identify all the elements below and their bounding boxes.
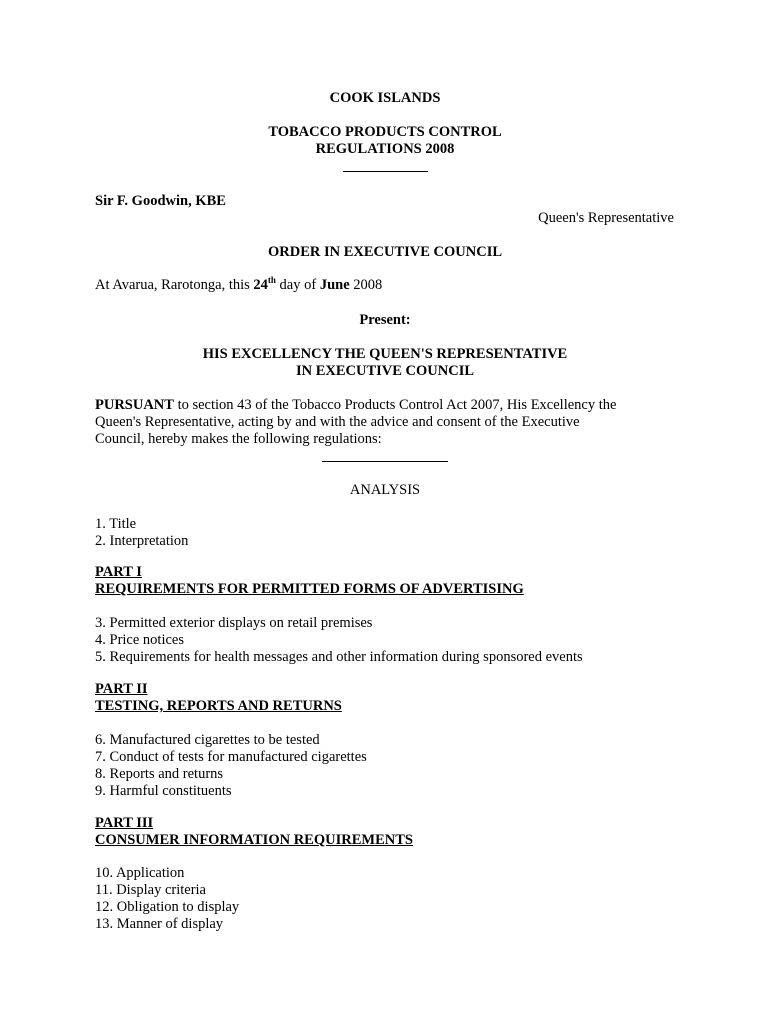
part-1-items	[95, 615, 583, 666]
place-date-mid: day of	[275, 277, 320, 293]
list-item: 10. Application	[95, 865, 185, 881]
pursuant-paragraph	[95, 397, 695, 448]
regulation-title-line1: TOBACCO PRODUCTS CONTROL	[268, 124, 502, 140]
intro-items	[95, 516, 188, 550]
date-month: June	[319, 277, 350, 293]
list-item: 8. Reports and returns	[95, 766, 224, 782]
list-item: 7. Conduct of tests for manufactured cigarettes	[95, 749, 367, 765]
list-item: 12. Obligation to display	[95, 899, 240, 915]
list-item: 6. Manufactured cigarettes to be tested	[95, 732, 320, 748]
list-item: 4. Price notices	[95, 632, 184, 648]
part-2-label: PART II	[95, 681, 148, 697]
analysis-heading: ANALYSIS	[349, 482, 421, 498]
part-2-items	[95, 732, 367, 800]
list-item: 11. Display criteria	[95, 882, 206, 898]
part-3-title: CONSUMER INFORMATION REQUIREMENTS	[95, 832, 413, 848]
list-item: 1. Title	[95, 516, 137, 532]
part-3-items	[95, 865, 239, 933]
list-item: 9. Harmful constituents	[95, 783, 232, 799]
order-heading: ORDER IN EXECUTIVE COUNCIL	[267, 244, 503, 260]
present-heading: Present:	[359, 312, 411, 328]
council-line2: IN EXECUTIVE COUNCIL	[295, 363, 475, 379]
pursuant-line3: Council, hereby makes the following regulations:	[95, 431, 382, 447]
analysis-divider	[322, 461, 448, 462]
date-day-suffix: th	[267, 275, 276, 286]
signatory-name: Sir F. Goodwin, KBE	[95, 193, 226, 209]
date-day: 24	[253, 277, 268, 293]
part-1-title: REQUIREMENTS FOR PERMITTED FORMS OF ADVERTISING	[95, 581, 524, 597]
place-date-prefix: At Avarua, Rarotonga, this	[95, 277, 254, 293]
place-date-line	[95, 277, 382, 294]
country-heading: COOK ISLANDS	[329, 90, 441, 106]
pursuant-line1: to section 43 of the Tobacco Products Control Act 2007, His Excellency the	[173, 397, 617, 413]
list-item: 13. Manner of display	[95, 916, 224, 932]
title-divider	[343, 171, 428, 172]
pursuant-line2: Queen's Representative, acting by and with the advice and consent of the Executive	[95, 414, 580, 430]
list-item: 3. Permitted exterior displays on retail premises	[95, 615, 373, 631]
part-1-label: PART I	[95, 564, 142, 580]
list-item: 5. Requirements for health messages and other information during sponsored events	[95, 649, 583, 665]
part-2-title: TESTING, REPORTS AND RETURNS	[95, 698, 342, 714]
list-item: 2. Interpretation	[95, 533, 189, 549]
regulation-title-line2: REGULATIONS 2008	[315, 141, 455, 157]
council-line1: HIS EXCELLENCY THE QUEEN'S REPRESENTATIVE	[202, 346, 568, 362]
part-3-label: PART III	[95, 815, 154, 831]
date-year: 2008	[349, 277, 383, 293]
pursuant-lead: PURSUANT	[95, 397, 174, 413]
signatory-role: Queen's Representative	[538, 210, 674, 226]
